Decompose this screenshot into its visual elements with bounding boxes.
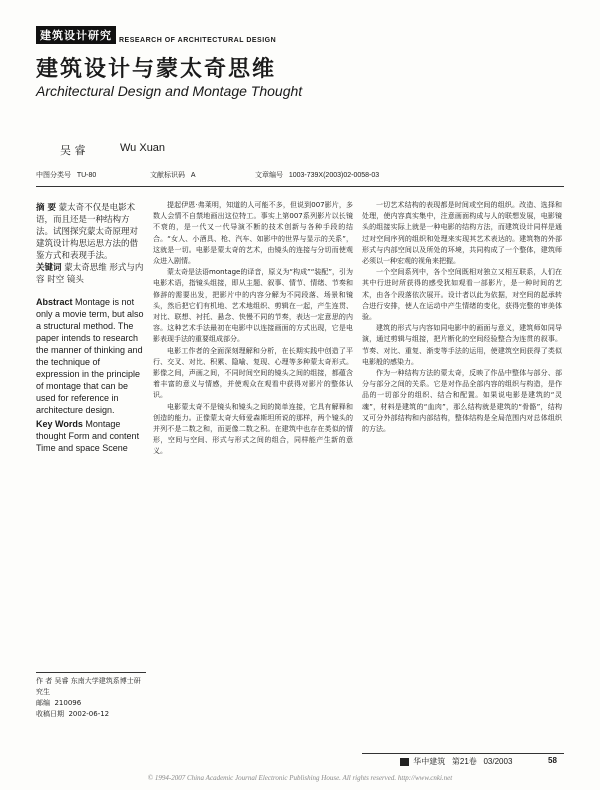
- page-number: 58: [548, 756, 557, 765]
- keywords-en: [36, 418, 146, 454]
- clc-field: [36, 170, 96, 180]
- affil-zip-label: 邮编: [36, 699, 50, 707]
- affil-zip: 210096: [54, 699, 82, 707]
- abstract-en-text: Montage is not only a movie term, but also a structural method. The paper intends to research the manner of thinking and the technique of expression in the principle of montage that can be used for reference in architecture design.: [36, 297, 144, 415]
- article-no-label: 文章编号: [255, 172, 283, 179]
- abstract-cn: [36, 202, 146, 262]
- article-no-value: 1003-739X(2003)02-0058-03: [288, 172, 380, 179]
- body-paragraph: 一切艺术结构的表现都是时间或空间的组织。改造、选择和处理，使内容真实集中，注意画面构成与人的联想发展，电影镜头的组接实际上就是一种电影的结构方法，而建筑设计同样是通过对空间序列的组织和处理来实现其艺术表达的。建筑物的外部形式与内部空间以及所处的环境，共同构成了一个整体，建筑师必须以一种宏观的视角来把握。: [362, 201, 562, 266]
- article-no-field: [255, 170, 379, 180]
- journal-footer: [400, 756, 512, 767]
- author-name-en: Wu Xuan: [120, 142, 166, 154]
- journal-name: 华中建筑: [413, 757, 446, 766]
- keywords-en-label: Key Words: [36, 419, 83, 429]
- body-paragraph: 蒙太奇是法语montage的译音，原义为“构成”“装配”，引为电影术语，指镜头组接，即从主题、叙事、情节、情绪、节奏和修辞的需要出发，把影片中的内容分解为不同段落、场景和镜头，然后把它们有机地、艺术地组织、剪辑在一起，产生连贯、对比、联想、衬托、悬念、快慢不同的节奏，表达一定意思的内容。这种艺术手法最初在电影中以连接画面的方式出现，它是电影表现手法的重要组成部分。: [153, 268, 353, 344]
- affil-author-label: 作 者: [36, 677, 53, 685]
- affiliation-divider: [36, 672, 146, 673]
- journal-volume: 第21卷: [451, 757, 477, 766]
- header-divider: [36, 186, 564, 187]
- body-paragraph: 电影工作者的全面深刻理解和分析，在长期实践中创造了平行、交叉、对比、积累、隐喻、复现、心理等多种蒙太奇形式。影像之间，声画之间，不同时间空间的镜头之间的组接，都蕴含着丰富的意义与情感，并使观众在观看中获得对影片的整体认识。: [153, 346, 353, 400]
- section-label-cn: 建筑设计研究: [36, 26, 116, 44]
- affil-zip-row: [36, 698, 146, 709]
- section-badge: [36, 26, 276, 44]
- doc-code-label: 文献标识码: [150, 172, 185, 179]
- author-affiliation: [36, 676, 146, 720]
- keywords-cn-label: 关键词: [36, 263, 62, 273]
- author-name-cn: 吴 睿: [60, 144, 86, 157]
- affil-received-date: 2002-06-12: [68, 710, 110, 718]
- affil-unit: 东南大学建筑系博士研究生: [36, 677, 141, 696]
- abstract-cn-text: 蒙太奇不仅是电影术语，而且还是一种结构方法。试图探究蒙太奇原理对建筑设计构思运思方法的借鉴方式和表现手法。: [36, 203, 139, 261]
- clc-label: 中图分类号: [36, 172, 71, 179]
- abstract-column: [36, 202, 146, 454]
- body-paragraph: 建筑的形式与内容如同电影中的画面与意义，建筑师如同导演，通过剪辑与组接，把片断化的空间经验整合为连贯的叙事。节奏、对比、重复、渐变等手法的运用，使建筑空间获得了类似电影般的感染力。: [362, 324, 562, 366]
- article-title-cn: 建筑设计与蒙太奇思维: [36, 57, 277, 82]
- journal-logo-icon: [400, 758, 409, 766]
- section-label-en: RESEARCH OF ARCHITECTURAL DESIGN: [119, 37, 277, 44]
- doc-code-value: A: [190, 172, 196, 179]
- keywords-en-text: Montage thought Form and content Time and space Scene: [36, 419, 140, 453]
- copyright-notice: © 1994-2007 China Academic Journal Electronic Publishing House. All rights reserved. http://www.cnki.net: [147, 774, 453, 782]
- affil-author-name: 吴睿: [54, 677, 69, 685]
- affil-received-label: 收稿日期: [36, 710, 64, 718]
- body-paragraph: 电影蒙太奇不是镜头和镜头之间的简单连接，它具有解释和创造的能力。正像蒙太奇大师爱森斯坦所说的那样，两个镜头的并列不是二数之和，而更像二数之积。在建筑中也存在类似的情形，空间与空间、形式与形式之间的组合，同样能产生新的意义。: [153, 402, 353, 456]
- keywords-cn-text: 蒙太奇思维 形式与内容 时空 镜头: [36, 263, 144, 285]
- doc-code-field: [150, 170, 196, 180]
- abstract-cn-label: 摘 要: [36, 203, 56, 213]
- body-paragraph: 一个空间系列中，各个空间既相对独立又相互联系，人们在其中行进时所获得的感受犹如观看一部影片，是一种时间的艺术，由各个段落依次展开。设计者以此为依据，对空间的起承转合进行安排，使人在运动中产生情绪的变化，获得完整的审美体验。: [362, 268, 562, 322]
- body-paragraph: 提起伊恩·弗莱明，知道的人可能不多，但说到007影片，多数人会情不自禁地画出这位特工。事实上第007系列影片以长镜不衰的，是一代又一代导演不断的技术创新与各种手段的结合。“女人、小酒具、枪、汽车、如影中的世界与显示的关系”，这就是一切。电影是蒙太奇的艺术，由镜头的连接与分切而使观众进入剧情。: [153, 201, 353, 266]
- journal-issue: 03/2003: [483, 757, 513, 766]
- abstract-en: [36, 296, 146, 416]
- footer-divider: [362, 753, 564, 754]
- clc-value: TU-80: [76, 172, 97, 179]
- body-column-2: [153, 200, 353, 458]
- keywords-cn: [36, 262, 146, 286]
- affil-author-row: [36, 676, 146, 698]
- affil-received-row: [36, 709, 146, 720]
- body-paragraph: 作为一种结构方法的蒙太奇，反映了作品中整体与部分、部分与部分之间的关系。它是对作品全部内容的组织与构造，是作品的一切部分的组织、结合和配置。如果说电影是建筑的“灵魂”，材料是建筑的“血肉”，那么结构就是建筑的“骨骼”，结构又可分外部结构和内部结构，整体结构是全局范围内对总体组织的方法。: [362, 369, 562, 434]
- abstract-en-label: Abstract: [36, 297, 73, 307]
- article-title-en: Architectural Design and Montage Thought: [36, 83, 303, 99]
- body-column-3: [362, 200, 562, 435]
